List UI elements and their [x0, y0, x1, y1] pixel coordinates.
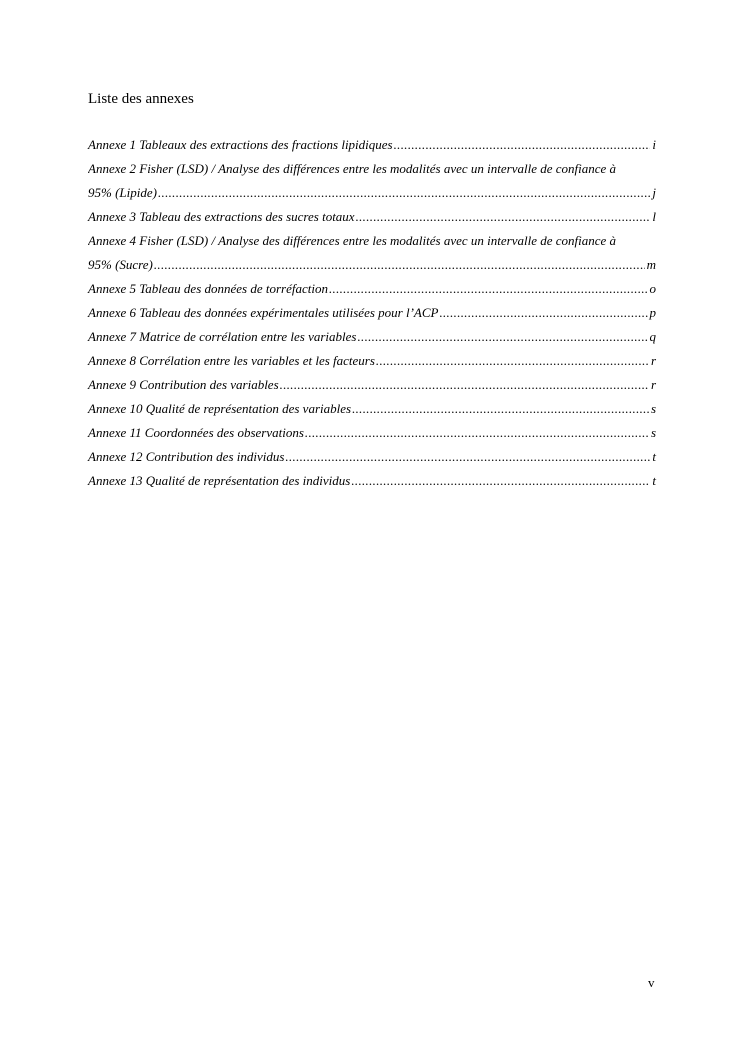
annex-page-ref: q [649, 329, 656, 344]
dot-leader [394, 133, 651, 157]
annex-title: Annexe 9 Contribution des variables [88, 377, 279, 392]
dot-leader [357, 325, 647, 349]
annex-entry-row [88, 253, 656, 277]
annex-entry[interactable] [88, 421, 656, 445]
annex-entry-row [88, 445, 656, 469]
annex-title: Annexe 12 Contribution des individus [88, 449, 285, 464]
annex-entry-line: Annexe 2 Fisher (LSD) / Analyse des différences entre les modalités avec un intervalle de confiance à [88, 161, 617, 176]
annex-page-ref: o [649, 281, 656, 296]
annex-entry[interactable] [88, 349, 656, 373]
annex-page-ref: s [650, 401, 656, 416]
annex-entry[interactable] [88, 301, 656, 325]
annex-title: Annexe 3 Tableau des extractions des sucres totaux [88, 209, 355, 224]
annex-entry[interactable] [88, 325, 656, 349]
annex-entry[interactable] [88, 397, 656, 421]
dot-leader [285, 445, 650, 469]
annex-title: Annexe 5 Tableau des données de torréfaction [88, 281, 328, 296]
annex-title: Annexe 1 Tableaux des extractions des fractions lipidiques [88, 137, 393, 152]
annex-entry-row [88, 397, 656, 421]
annex-entry-row [88, 373, 656, 397]
annex-title: Annexe 13 Qualité de représentation des individus [88, 473, 351, 488]
annex-title: 95% (Lipide) [88, 185, 157, 200]
annex-title: Annexe 8 Corrélation entre les variables et les facteurs [88, 353, 375, 368]
annex-entry[interactable] [88, 445, 656, 469]
page-title: Liste des annexes [88, 91, 194, 107]
dot-leader [376, 349, 649, 373]
annex-entry-row [88, 469, 656, 493]
annex-entry[interactable] [88, 133, 656, 157]
dot-leader [439, 301, 647, 325]
annex-entry-row [88, 133, 656, 157]
annex-entry[interactable] [88, 277, 656, 301]
dot-leader [154, 253, 645, 277]
annex-page-ref: s [650, 425, 656, 440]
dot-leader [329, 277, 648, 301]
annex-page-ref: r [650, 377, 656, 392]
dot-leader [351, 469, 650, 493]
annex-title: Annexe 11 Coordonnées des observations [88, 425, 304, 440]
annex-entry-row [88, 349, 656, 373]
annex-title: 95% (Sucre) [88, 257, 153, 272]
annex-entry[interactable] [88, 229, 656, 277]
annex-page-ref: r [650, 353, 656, 368]
annex-entry[interactable] [88, 157, 656, 205]
annex-entry-row [88, 421, 656, 445]
annex-entry-row [88, 325, 656, 349]
annex-page-ref: t [652, 449, 656, 464]
dot-leader [352, 397, 649, 421]
annex-list [88, 133, 656, 493]
dot-leader [356, 205, 651, 229]
annex-entry-row [88, 277, 656, 301]
annex-title: Annexe 6 Tableau des données expérimentales utilisées pour l’ACP [88, 305, 439, 320]
annex-page-ref: j [652, 185, 656, 200]
annex-title: Annexe 7 Matrice de corrélation entre les variables [88, 329, 357, 344]
annex-entry-row [88, 181, 656, 205]
annex-page-ref: i [652, 137, 656, 152]
dot-leader [280, 373, 649, 397]
annex-page-ref: t [652, 473, 656, 488]
annex-page-ref: m [646, 257, 656, 272]
annex-entry[interactable] [88, 469, 656, 493]
dot-leader [158, 181, 650, 205]
annex-entry-row [88, 205, 656, 229]
annex-entry[interactable] [88, 373, 656, 397]
page-number: v [648, 975, 655, 990]
annex-page-ref: l [652, 209, 656, 224]
annex-page-ref: p [649, 305, 656, 320]
annex-entry-line: Annexe 4 Fisher (LSD) / Analyse des différences entre les modalités avec un intervalle de confiance à [88, 233, 617, 248]
annex-entry-row [88, 301, 656, 325]
annex-title: Annexe 10 Qualité de représentation des variables [88, 401, 352, 416]
dot-leader [305, 421, 649, 445]
annex-entry[interactable] [88, 205, 656, 229]
